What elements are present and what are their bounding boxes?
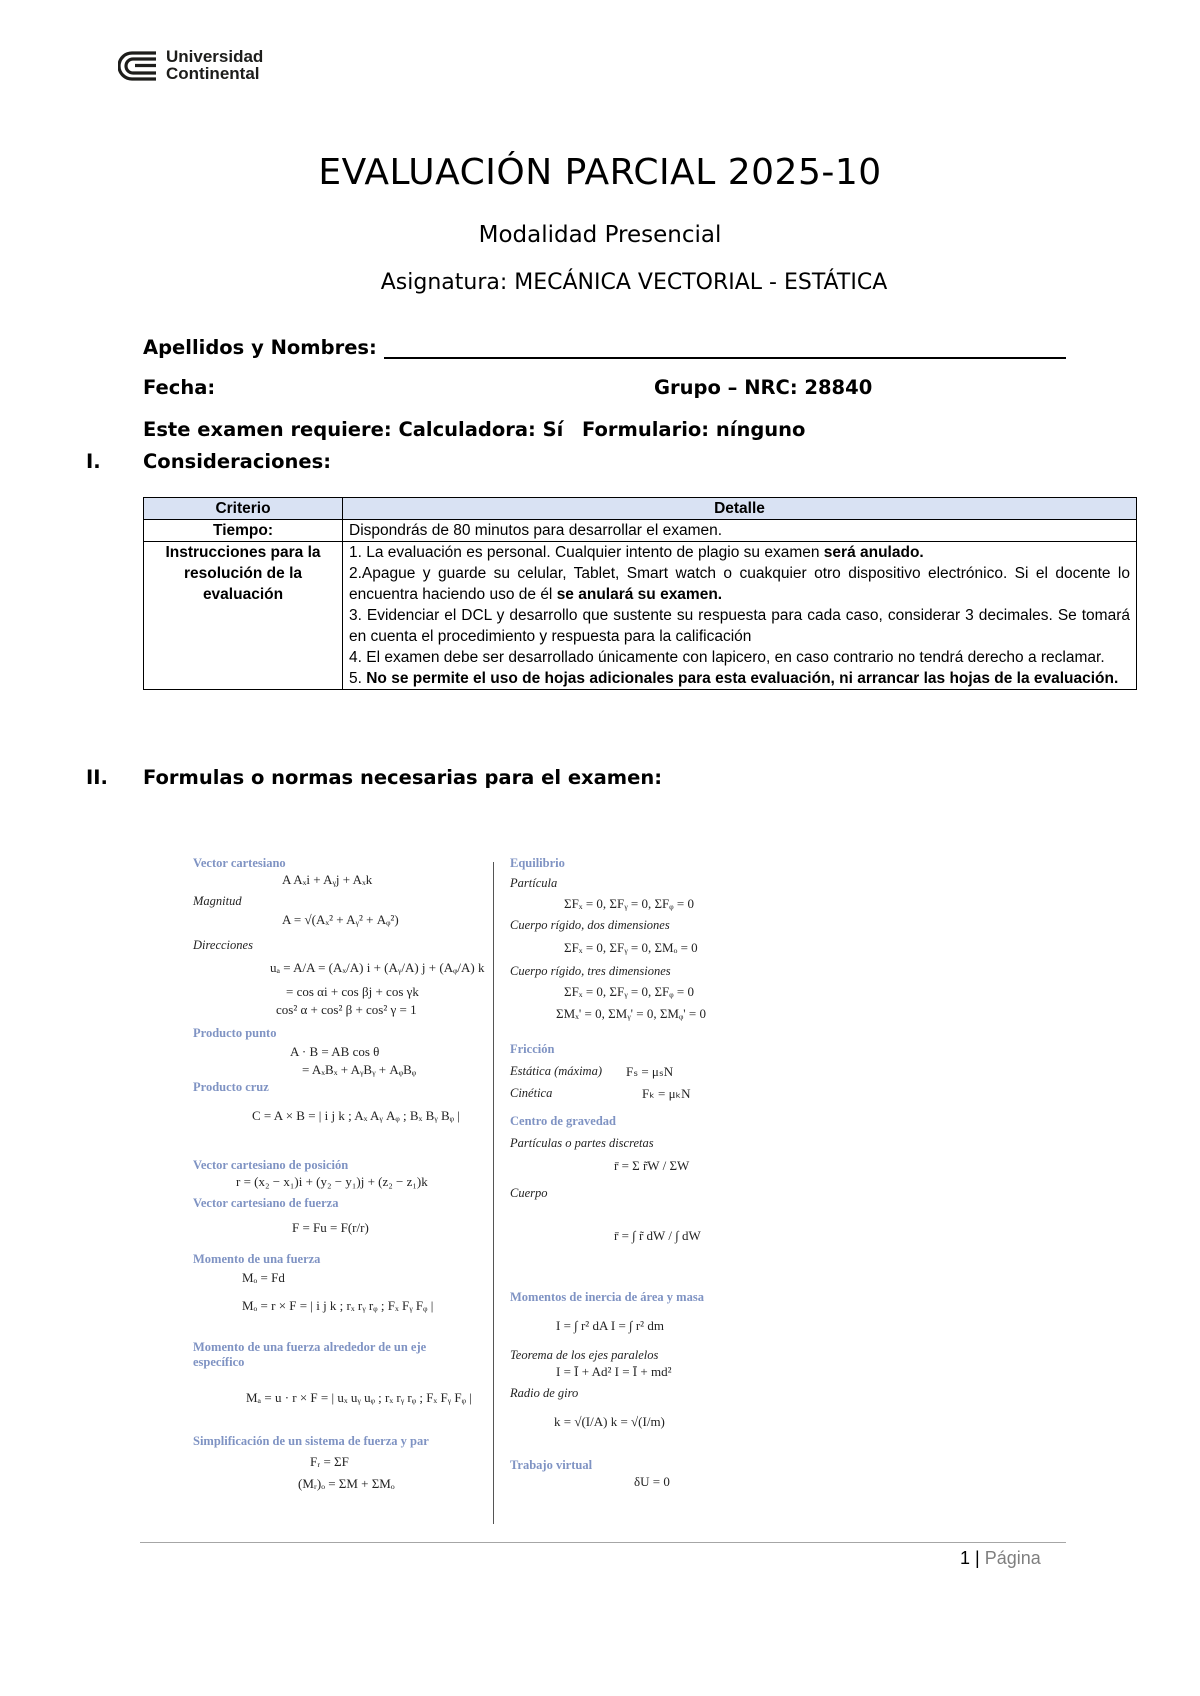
formula-subheading: Cuerpo rígido, dos dimensiones bbox=[510, 918, 670, 932]
formula-subheading: Cinética bbox=[510, 1086, 553, 1100]
formula-expression: Mₒ = Fd bbox=[242, 1270, 285, 1285]
formula-expression: r = (x₂ − x₁)i + (y₂ − y₁)j + (z₂ − z₁)k bbox=[236, 1174, 428, 1189]
table-header-row bbox=[144, 498, 1137, 520]
formula-subheading: Magnitud bbox=[193, 894, 242, 908]
section-1-number: I. bbox=[86, 450, 101, 473]
formula-subheading: Partícula bbox=[510, 876, 558, 890]
table-header-criterio: Criterio bbox=[144, 498, 343, 520]
formula-heading: Producto cruz bbox=[193, 1080, 269, 1094]
formula-subheading: Radio de giro bbox=[510, 1386, 579, 1400]
group-label: Grupo – NRC: 28840 bbox=[654, 376, 873, 399]
formula-expression: = AₓBₓ + AᵧBᵧ + AᵩBᵩ bbox=[302, 1062, 417, 1077]
formula-subheading: Estática (máxima) bbox=[510, 1064, 602, 1078]
instruction-4: 4. El examen debe ser desarrollado únicamente con lapicero, en caso contrario no tendrá derecho a reclamar. bbox=[349, 649, 1105, 666]
formula-heading: Centro de gravedad bbox=[510, 1114, 617, 1128]
formula-heading: Momentos de inercia de área y masa bbox=[510, 1290, 704, 1304]
formula-expression: (Mᵣ)ₒ = ΣM + ΣMₒ bbox=[298, 1476, 395, 1491]
formula-expression: r̄ = ∫ r̃ dW / ∫ dW bbox=[614, 1228, 701, 1243]
formula-expression: A Aₓi + Aᵧj + Aₓk bbox=[282, 872, 373, 887]
formula-heading: Simplificación de un sistema de fuerza y par bbox=[193, 1434, 429, 1448]
footer-divider bbox=[140, 1542, 1066, 1543]
section-2-number: II. bbox=[86, 766, 108, 789]
page-footer bbox=[960, 1548, 1041, 1569]
page-separator: | bbox=[975, 1548, 980, 1568]
row-time-detail: Dispondrás de 80 minutos para desarrollar el examen. bbox=[343, 520, 1137, 542]
formula-subheading: Partículas o partes discretas bbox=[510, 1136, 654, 1150]
formula-subheading: Cuerpo rígido, tres dimensiones bbox=[510, 964, 671, 978]
table-header-detalle: Detalle bbox=[343, 498, 1137, 520]
formula-expression: I = ∫ r² dA I = ∫ r² dm bbox=[556, 1318, 664, 1333]
formula-expression: ΣFₓ = 0, ΣFᵧ = 0, ΣFᵩ = 0 bbox=[564, 896, 694, 911]
names-field bbox=[143, 336, 1066, 359]
formula-heading: Momento de una fuerza alrededor de un eje específico bbox=[193, 1340, 427, 1369]
formula-subheading: Cuerpo bbox=[510, 1186, 548, 1200]
logo-line2: Continental bbox=[166, 64, 260, 83]
formula-expression: δU = 0 bbox=[634, 1474, 670, 1489]
table-row bbox=[144, 542, 1137, 690]
formula-heading: Equilibrio bbox=[510, 856, 565, 870]
formula-heading: Vector cartesiano bbox=[193, 856, 286, 870]
formula-heading: Vector cartesiano de fuerza bbox=[193, 1196, 339, 1210]
section-2-title: Formulas o normas necesarias para el examen: bbox=[143, 766, 663, 789]
formula-expression: k = √(I/A) k = √(I/m) bbox=[554, 1414, 665, 1429]
university-logo-text bbox=[166, 48, 263, 82]
formula-expression: I = Ī + Ad² I = Ī + md² bbox=[556, 1364, 672, 1379]
page-number: 1 bbox=[960, 1548, 971, 1568]
formula-heading: Vector cartesiano de posición bbox=[193, 1158, 349, 1172]
formula-heading: Fricción bbox=[510, 1042, 555, 1056]
formula-expression: Mₒ = r × F = | i j k ; rₓ rᵧ rᵩ ; Fₓ Fᵧ Fᵩ | bbox=[242, 1298, 434, 1313]
form-label: Formulario: nínguno bbox=[582, 418, 806, 441]
formula-expression: Mₐ = u · r × F = | uₓ uᵧ uᵩ ; rₓ rᵧ rᵩ ; Fₓ Fᵧ Fᵩ | bbox=[246, 1390, 472, 1405]
formula-heading: Trabajo virtual bbox=[510, 1458, 593, 1472]
formula-expression: A · B = AB cos θ bbox=[290, 1044, 380, 1059]
considerations-table bbox=[143, 497, 1137, 690]
formula-expression: uₐ = A/A = (Aₓ/A) i + (Aᵧ/A) j + (Aᵩ/A) k bbox=[270, 960, 485, 975]
date-label: Fecha: bbox=[143, 376, 216, 399]
instruction-2: 2.Apague y guarde su celular, Tablet, Smart watch o cuakquier otro dispositivo electrónico. Si el docente lo encuentra haciendo uso de él se anulará su examen. bbox=[349, 565, 1130, 603]
exam-title: EVALUACIÓN PARCIAL 2025-10 bbox=[318, 152, 882, 193]
logo-line1: Universidad bbox=[166, 47, 264, 66]
formula-expression: Fᵣ = ΣF bbox=[310, 1454, 349, 1469]
section-1-title: Consideraciones: bbox=[143, 450, 331, 473]
formula-expression: = cos αi + cos βj + cos γk bbox=[286, 984, 419, 999]
page-label: Página bbox=[984, 1548, 1041, 1568]
instruction-5: 5. No se permite el uso de hojas adicionales para esta evaluación, ni arrancar las hojas de la evaluación. bbox=[349, 670, 1119, 687]
formula-heading: Momento de una fuerza bbox=[193, 1252, 321, 1266]
table-row bbox=[144, 520, 1137, 542]
row-time-label: Tiempo: bbox=[144, 520, 343, 542]
names-input-line[interactable] bbox=[384, 337, 1066, 359]
university-logo bbox=[118, 48, 268, 88]
row-instructions-detail bbox=[343, 542, 1137, 690]
formula-expression: ΣFₓ = 0, ΣFᵧ = 0, ΣMₒ = 0 bbox=[564, 940, 698, 955]
names-label: Apellidos y Nombres: bbox=[143, 336, 377, 359]
formula-expression: C = A × B = | i j k ; Aₓ Aᵧ Aᵩ ; Bₓ Bᵧ Bᵩ | bbox=[252, 1108, 460, 1123]
formula-expression: F = Fu = F(r/r) bbox=[292, 1220, 369, 1235]
formula-subheading: Teorema de los ejes paralelos bbox=[510, 1348, 659, 1362]
subject: Asignatura: MECÁNICA VECTORIAL - ESTÁTICA bbox=[380, 270, 888, 295]
university-logo-icon bbox=[118, 50, 162, 82]
formula-subheading: Direcciones bbox=[193, 938, 253, 952]
modality: Modalidad Presencial bbox=[478, 222, 722, 248]
requires-label: Este examen requiere: Calculadora: Sí bbox=[143, 418, 564, 441]
instruction-1: 1. La evaluación es personal. Cualquier intento de plagio su examen será anulado. bbox=[349, 544, 924, 561]
instruction-3: 3. Evidenciar el DCL y desarrollo que sustente su respuesta para cada caso, considerar 3 decimales. Se tomará en cuenta el procedimiento y respuesta para la calificación bbox=[349, 607, 1130, 645]
formula-expression: Fₛ = μₛN bbox=[626, 1064, 674, 1079]
formula-expression: cos² α + cos² β + cos² γ = 1 bbox=[276, 1002, 417, 1017]
formula-expression: r̄ = Σ r̃W / ΣW bbox=[614, 1158, 690, 1173]
formula-expression: Fₖ = μₖN bbox=[642, 1086, 691, 1101]
formula-sheet bbox=[190, 856, 830, 1526]
formula-expression: A = √(Aₓ² + Aᵧ² + Aᵩ²) bbox=[282, 912, 399, 927]
row-instructions-label: Instrucciones para la resolución de la evaluación bbox=[144, 542, 343, 690]
formula-expression: ΣFₓ = 0, ΣFᵧ = 0, ΣFᵩ = 0 bbox=[564, 984, 694, 999]
formula-expression: ΣMₓ' = 0, ΣMᵧ' = 0, ΣMᵩ' = 0 bbox=[556, 1006, 706, 1021]
formula-heading: Producto punto bbox=[193, 1026, 277, 1040]
